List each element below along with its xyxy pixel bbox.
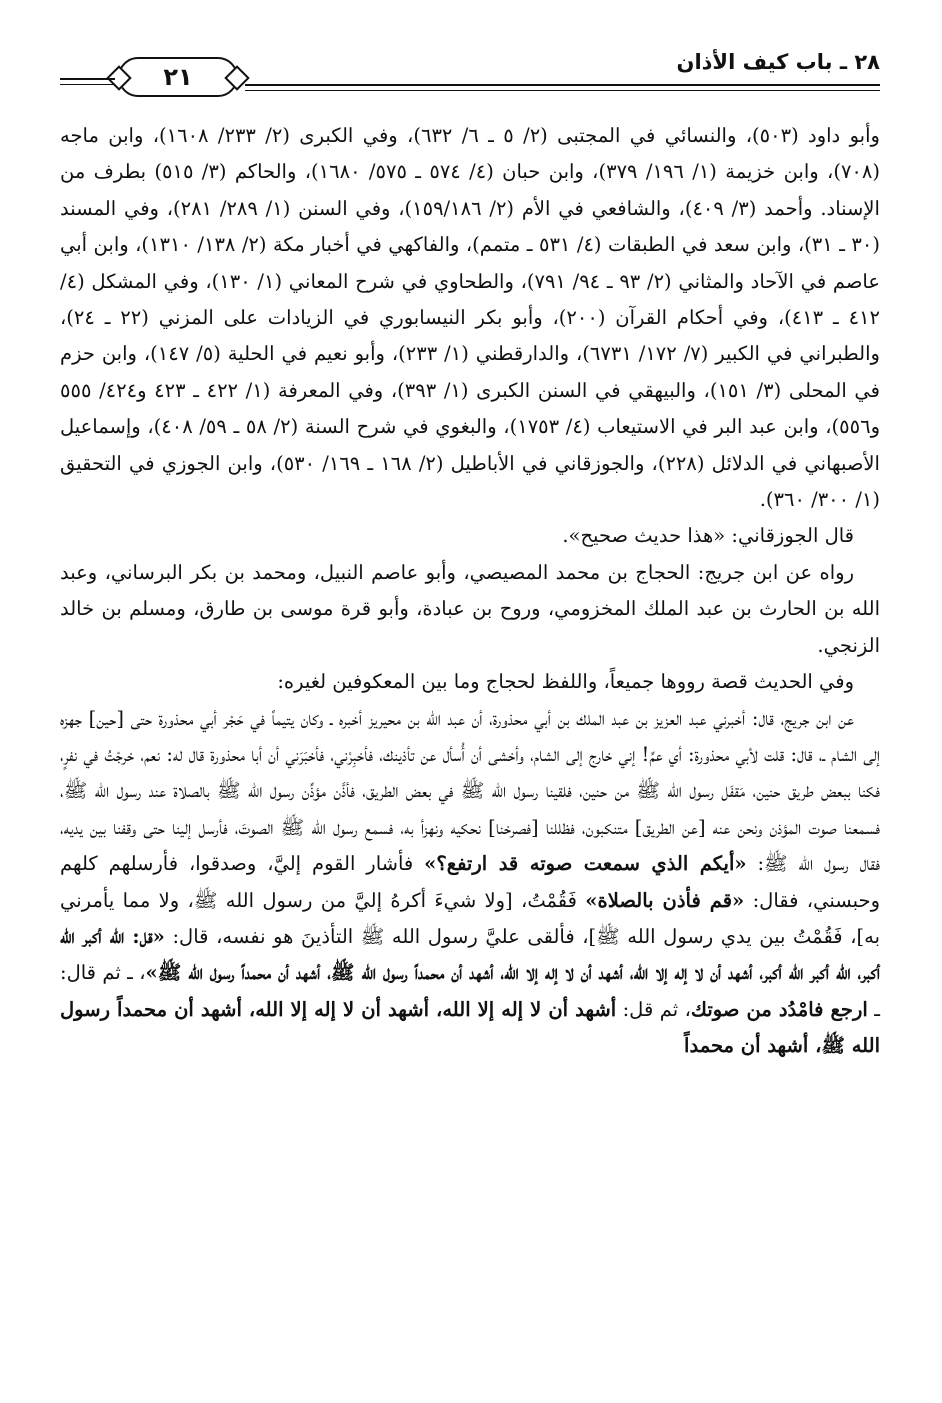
header-rule [245,90,880,91]
adhan-text: ارجع فامْدُد من صوتك [690,997,868,1021]
references-paragraph: وأبو داود (٥٠٣)، والنسائي في المجتبى (٢/ ٥ ـ ٦/ ٦٣٢)، وفي الكبرى (٢/ ٢٣٣/ ١٦٠٨)، وابن ماجه (٧٠٨)، وابن خزيمة (١/ ١٩٦/ ٣٧٩)، وابن حبان (٤/ ٥٧٤ ـ ٥٧٥/ ١٦٨٠)، والحاكم (٣/ ٥١٥) بطرف من الإسناد. وأحمد (٣/ ٤٠٩)، والشافعي في الأم (٢/ ١٥٩/١٨٦)، وفي السنن (١/ ٢٨٩/ ٢٨١)، وفي المسند (٣٠ ـ ٣١)، وابن سعد في الطبقات (٤/ ٥٣١ ـ متمم)، والفاكهي في أخبار مكة (٢/ ١٣٨/ ١٣١٠)، وابن أبي عاصم في الآحاد والمثاني (٢/ ٩٣ ـ ٩٤/ ٧٩١)، والطحاوي في شرح المعاني (١/ ١٣٠)، وفي المشكل (٤/ ٤١٢ ـ ٤١٣)، وفي أحكام القرآن (٢٠٠)، وأبو بكر النيسابوري في الزيادات على المزني (٢٢ ـ ٢٤)، والطبراني في الكبير (٧/ ١٧٢/ ٦٧٣١)، والدارقطني (١/ ٢٣٣)، وأبو نعيم في الحلية (٥/ ١٤٧)، وابن حزم في المحلى (٣/ ١٥١)، والبيهقي في السنن الكبرى (١/ ٣٩٣)، وفي المعرفة (١/ ٤٢٢ ـ ٤٢٣ و٤٢٤/ ٥٥٥ و٥٥٦)، وابن عبد البر في الاستيعاب (٤/ ١٧٥٣)، والبغوي في شرح السنة (٢/ ٥٨ ـ ٥٩/ ٤٠٨)، وإسماعيل الأصبهاني في الدلائل (٢٢٨)، والجوزقاني في الأباطيل (٢/ ١٦٨ ـ ١٦٩/ ٥٣٠)، وابن الجوزي في التحقيق (١/ ٣٠٠/ ٣٦٠). [60,124,880,512]
adhan-text: أشهد أن لا إله إلا الله، أشهد أن لا إله إلا الله، أشهد أن محمداً رسول الله ﷺ، أشهد أن محمداً [60,997,880,1058]
hadith-segment: فأشار القوم إليَّ، وصدقوا، فأرسلهم كلهم وحبسني، فقال: [60,852,880,912]
hadith-quote: «قم فأذن بالصلاة» [585,888,745,912]
page-number: ٢١ [118,57,238,97]
chapter-title: ٢٨ ـ باب كيف الأذان [676,50,880,74]
header-rule-left [60,78,115,80]
book-page [60,40,880,1370]
hadith-text [60,701,880,1065]
page-body [60,118,880,1065]
header-rule-left [60,84,115,85]
hadith-quote: «أيكم الذي سمعت صوته قد ارتفع؟» [424,852,747,876]
hadith-segment: ، ثم قل: [616,997,691,1021]
jawzaqani-statement: قال الجوزقاني: «هذا حديث صحيح». [562,524,854,548]
page-header [60,40,880,98]
narrators-paragraph: رواه عن ابن جريج: الحجاج بن محمد المصيصي، وأبو عاصم النبيل، ومحمد بن بكر البرساني، وعبد الله بن الحارث بن عبد الملك المخزومي، وروح بن عبادة، وأبو قرة موسى بن طارق، ومسلم بن خالد الزنجي. [60,560,880,657]
story-intro-paragraph: وفي الحديث قصة رووها جميعاً، واللفظ لحجاج وما بين المعكوفين لغيره: [277,670,854,694]
hadith-segment: عن ابن جريج، قال: أخبرني عبد العزيز بن عبد الملك بن أبي محذورة، أن عبد الله بن محيريز أخبره ـ وكان يتيماً في حَجْر أبي محذورة حتى [حين] جهزه إلى الشام ـ، قال: قلت لأبي محذورة: أي عمِّ! إني خارج إلى الشام، وأخشى أن أُسأل عن تأذينك، فأخبِرْني، فأخبَرَني أن أبا محذورة قال له: نعم، خرجْتُ في نفرٍ، فكنا ببعض طريق حنين، مَقفَل رسول الله ﷺ من حنين، فلقينا رسول الله ﷺ في بعض الطريق، فأذَّن مؤذِّن رسول الله ﷺ بالصلاة عند رسول الله ﷺ، فسمعنا صوت المؤذن ونحن عنه [عن الطريق] متنكبون، فظللنا [فصرخنا] نحكيه ونهزأ به، فسمع رسول الله ﷺ الصوتَ، فأرسل إلينا حتى وقفنا بين يديه، فقال رسول الله ﷺ: [60,706,880,876]
hadith-segment: ، ـ ثم قال: ـ [60,961,880,1021]
header-rule [245,84,880,86]
hadith-segment: فَقُمْتُ، [ولا شيءَ أكرهُ إليَّ من رسول الله ﷺ، ولا مما يأمرني به]، فَقُمْتُ بين يدي رسول الله ﷺ]، فألقى عليَّ رسول الله ﷺ التأذينَ هو نفسه، قال: [60,888,881,948]
adhan-text: «قل: الله أكبر الله أكبر، الله أكبر الله أكبر، أشهد أن لا إله إلا الله، أشهد أن لا إله إلا الله، أشهد أن محمداً رسول الله ﷺ، أشهد أن محمداً رسول الله ﷺ» [60,924,880,985]
